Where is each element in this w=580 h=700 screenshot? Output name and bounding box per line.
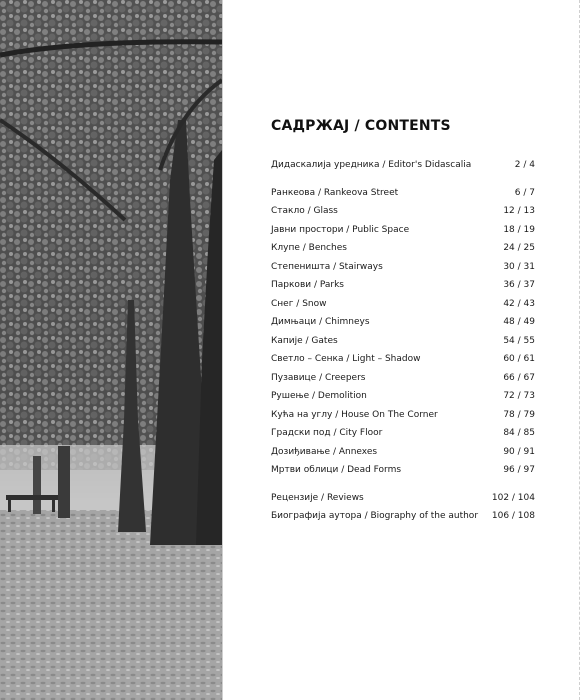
toc-entry[interactable] <box>271 221 535 240</box>
toc-entry[interactable] <box>271 276 535 295</box>
toc-entry-pages: 42 / 43 <box>503 298 535 309</box>
park-photo <box>0 0 222 700</box>
toc-entry[interactable] <box>271 406 535 425</box>
toc-entry[interactable] <box>271 313 535 332</box>
toc-entry-label: Дидаскалија уредника / Editor's Didascalia <box>271 160 472 170</box>
toc-entry-pages: 48 / 49 <box>503 317 535 327</box>
toc-entry[interactable] <box>271 424 535 443</box>
toc-entry[interactable] <box>271 489 535 508</box>
toc-entry[interactable] <box>271 332 535 351</box>
toc-entry-pages: 2 / 4 <box>514 160 535 170</box>
toc-entry-label: Градски под / City Floor <box>271 428 383 438</box>
toc-entry-pages: 78 / 79 <box>503 409 535 420</box>
toc-entry-pages: 96 / 97 <box>503 465 535 475</box>
toc-entry-pages: 60 / 61 <box>503 354 535 364</box>
toc-entry-label: Снег / Snow <box>271 298 327 309</box>
toc-entry[interactable] <box>271 369 535 388</box>
toc-entry[interactable] <box>271 239 535 258</box>
toc-entry-label: Паркови / Parks <box>271 280 344 290</box>
toc-entry-pages: 90 / 91 <box>503 446 535 457</box>
toc-entry-label: Степеништа / Stairways <box>271 261 383 272</box>
toc-entry-pages: 102 / 104 <box>491 492 535 503</box>
park-photo-illustration <box>0 0 222 700</box>
toc-entry-label: Капије / Gates <box>271 335 338 346</box>
toc-entry[interactable] <box>271 507 535 526</box>
toc-entry-pages: 66 / 67 <box>503 372 535 383</box>
toc-entry-label: Стакло / Glass <box>271 206 338 216</box>
toc-entry-pages: 84 / 85 <box>503 428 535 438</box>
toc-entry[interactable] <box>271 202 535 221</box>
toc-entry[interactable] <box>271 461 535 480</box>
toc-entry-label: Рецензије / Reviews <box>271 492 364 503</box>
toc-entry-pages: 6 / 7 <box>514 187 535 198</box>
toc-entry-label: Ранкеова / Rankeova Street <box>271 187 399 198</box>
toc-entry-pages: 72 / 73 <box>503 391 535 401</box>
toc-entry-label: Светло – Сенка / Light – Shadow <box>271 354 421 364</box>
toc-entry[interactable] <box>271 258 535 277</box>
toc-entry-pages: 24 / 25 <box>503 243 535 253</box>
toc-entry-label: Клупе / Benches <box>271 243 347 253</box>
toc-entry[interactable] <box>271 387 535 406</box>
toc-entry[interactable] <box>271 443 535 462</box>
toc-entry-pages: 36 / 37 <box>503 280 535 290</box>
toc-entry-label: Биографија аутора / Biography of the author <box>271 511 479 521</box>
toc-entry-pages: 18 / 19 <box>503 224 535 235</box>
toc-entry-label: Рушење / Demolition <box>271 391 367 401</box>
toc-entry-pages: 54 / 55 <box>503 335 535 346</box>
contents-title: САДРЖАЈ / CONTENTS <box>271 118 451 134</box>
contents-list <box>271 156 535 526</box>
toc-entry[interactable] <box>271 295 535 314</box>
toc-entry[interactable] <box>271 184 535 203</box>
toc-entry-label: Пузавице / Creepers <box>271 372 366 383</box>
toc-entry-pages: 12 / 13 <box>503 206 535 216</box>
toc-entry-label: Дозиђивање / Annexes <box>271 446 378 457</box>
toc-entry-label: Мртви облици / Dead Forms <box>271 465 402 475</box>
contents-page <box>222 0 580 700</box>
toc-entry[interactable] <box>271 156 535 175</box>
toc-entry-pages: 30 / 31 <box>503 261 535 272</box>
toc-entry-label: Јавни простори / Public Space <box>271 224 410 235</box>
toc-entry[interactable] <box>271 350 535 369</box>
toc-entry-pages: 106 / 108 <box>491 511 535 521</box>
toc-entry-label: Димњаци / Chimneys <box>271 317 370 327</box>
toc-entry-label: Кућа на углу / House On The Corner <box>271 409 438 420</box>
